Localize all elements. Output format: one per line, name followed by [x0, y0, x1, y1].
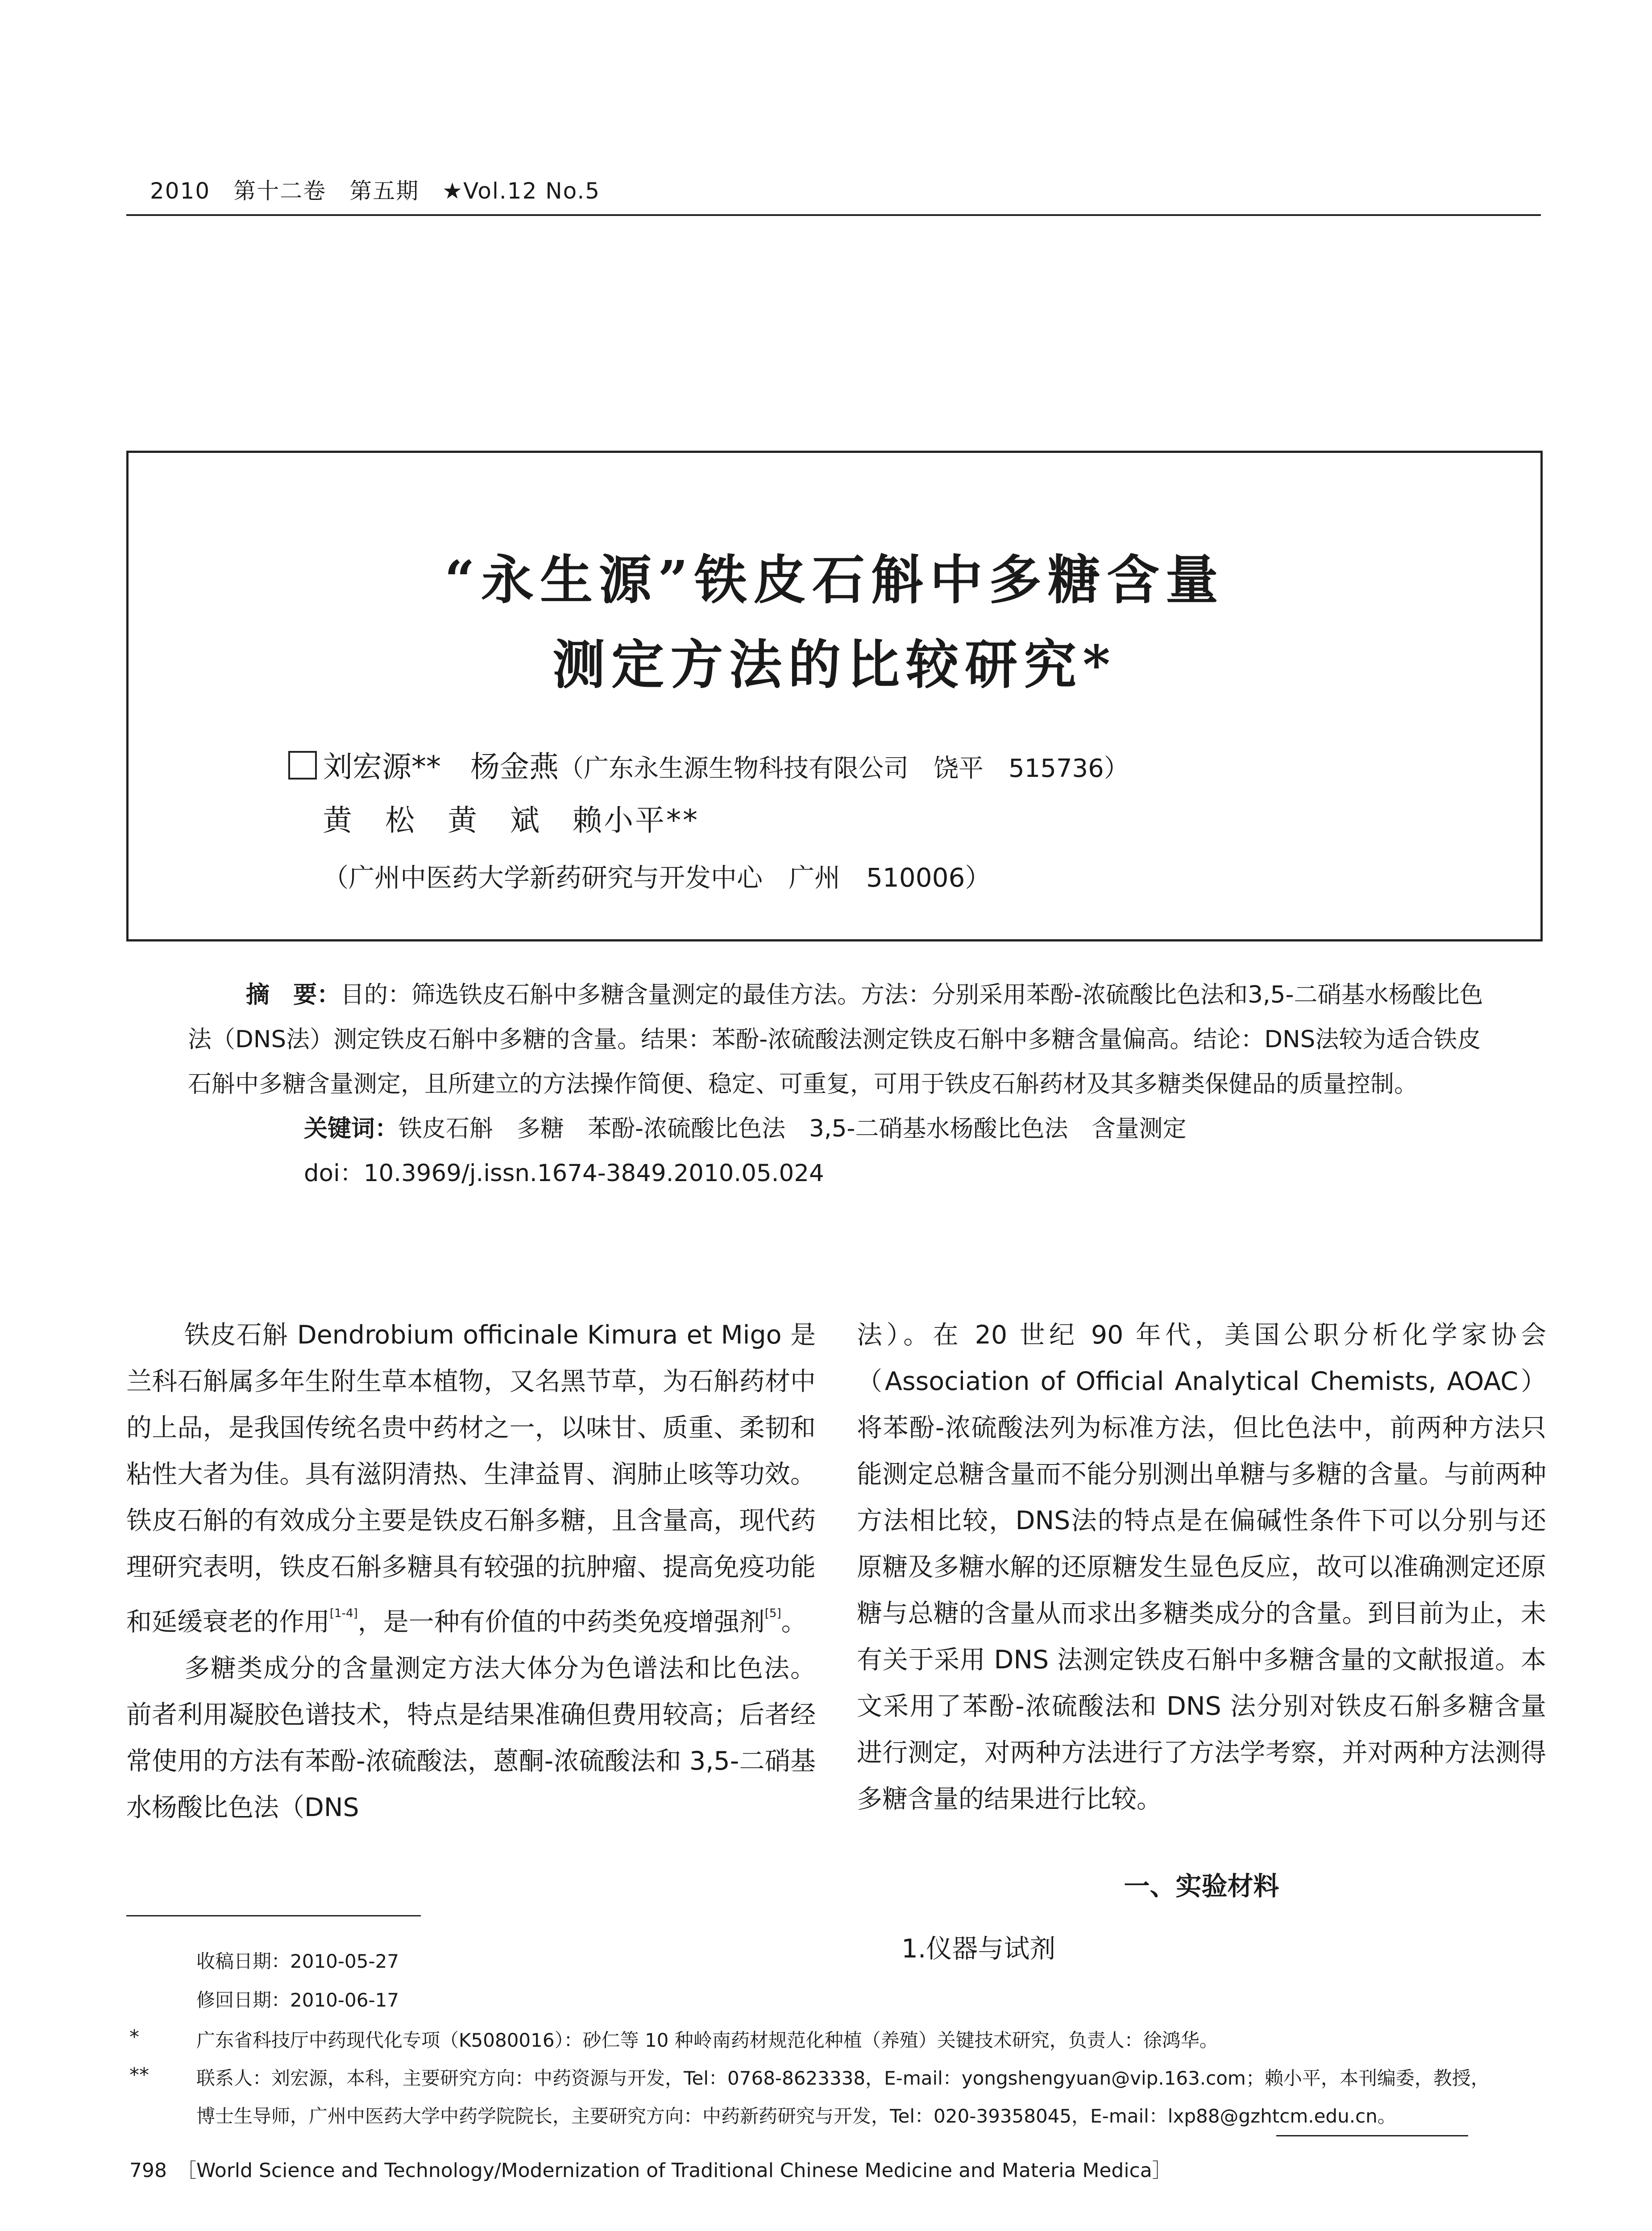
square-icon [288, 751, 317, 780]
keywords-text: 铁皮石斛 多糖 苯酚-浓硫酸比色法 3,5-二硝基水杨酸比色法 含量测定 [398, 1115, 1187, 1142]
running-header: 2010 第十二卷 第五期 ★Vol.12 No.5 [150, 178, 601, 204]
body-left-p2: 多糖类成分的含量测定方法大体分为色谱法和比色法。前者利用凝胶色谱技术，特点是结果准确但费用较高；后者经常使用的方法有苯酚-浓硫酸法，蒽酮-浓硫酸法和 3,5-二硝基水杨酸比色法（DNS [126, 1654, 816, 1822]
body-column-left [126, 1312, 816, 1831]
citation: [1-4] [330, 1607, 358, 1620]
footnote-fund: 广东省科技厅中药现代化专项（K5080016）：砂仁等 10 种岭南药材规范化种植（养殖）关键技术研究，负责人：徐鸿华。 [196, 2029, 1218, 2051]
header-rule [126, 214, 1541, 216]
footnote-rule [126, 1915, 421, 1916]
footnote-end-rule [1276, 2135, 1468, 2136]
article-title-line-1: “永生源”铁皮石斛中多糖含量 [444, 549, 1224, 611]
abstract-label: 摘 要： [246, 981, 340, 1008]
body-left-p1b: ，是一种有价值的中药类免疫增强剂 [357, 1607, 765, 1637]
section-heading: 一、实验材料 [1124, 1871, 1279, 1901]
keywords-label: 关键词： [304, 1115, 398, 1142]
author-names-1: 刘宏源** 杨金燕 [323, 750, 559, 784]
footnote-received: 收稿日期：2010-05-27 [196, 1950, 399, 1972]
footnote-revised: 修回日期：2010-06-17 [196, 1989, 399, 2011]
body-left-p1a: 铁皮石斛 Dendrobium officinale Kimura et Migo 是兰科石斛属多年生附生草本植物，又名黑节草，为石斛药材中的上品，是我国传统名贵中药材之一，以味甘、质重、柔韧和粘性大者为佳。具有滋阴清热、生津益胃、润肺止咳等功效。铁皮石斛的有效成分主要是铁皮石斛多糖，且含量高，现代药理研究表明，铁皮石斛多糖具有较强的抗肿瘤、提高免疫功能和延缓衰老的作用 [126, 1320, 816, 1637]
footnote-mark-contact: ** [129, 2064, 149, 2086]
abstract-text: 目的：筛选铁皮石斛中多糖含量测定的最佳方法。方法：分别采用苯酚-浓硫酸比色法和3,5-二硝基水杨酸比色法（DNS法）测定铁皮石斛中多糖的含量。结果：苯酚-浓硫酸法测定铁皮石斛中多糖含量偏高。结论：DNS法较为适合铁皮石斛中多糖含量测定，且所建立的方法操作简便、稳定、可重复，可用于铁皮石斛药材及其多糖类保健品的质量控制。 [188, 981, 1483, 1098]
footnote-contact-1: 联系人：刘宏源，本科，主要研究方向：中药资源与开发，Tel：0768-8623338，E-mail：yongshengyuan@vip.163.com；赖小平，本刊编委，教授， [196, 2067, 1490, 2089]
author-names-2: 黄 松 黄 斌 赖小平** [323, 803, 699, 838]
body-left-p1c: 。 [781, 1607, 807, 1637]
doi: doi：10.3969/j.issn.1674-3849.2010.05.024 [304, 1160, 824, 1187]
citation: [5] [764, 1607, 781, 1620]
body-right-p1: 法）。在 20 世纪 90 年代，美国公职分析化学家协会（Association of Official Analytical Chemists, AOAC）将苯酚-浓硫酸法列为标准方法，但比色法中，前两种方法只能测定总糖含量而不能分别测出单糖与多糖的含量。与前两种方法相比较，DNS法的特点是在偏碱性条件下可以分别与还原糖及多糖水解的还原糖发生显色反应，故可以准确测定还原糖与总糖的含量从而求出多糖类成分的含量。到目前为止，未有关于采用 DNS 法测定铁皮石斛中多糖含量的文献报道。本文采用了苯酚-浓硫酸法和 DNS 法分别对铁皮石斛多糖含量进行测定，对两种方法进行了方法学考察，并对两种方法测得多糖含量的结果进行比较。 [857, 1320, 1546, 1814]
author-affiliation-1: （广东永生源生物科技有限公司 饶平 515736） [559, 754, 1129, 783]
footnote-contact-2: 博士生导师，广州中医药大学中药学院院长，主要研究方向：中药新药研究与开发，Tel：020-39358045，E-mail：lxp88@gzhtcm.edu.cn。 [196, 2105, 1396, 2127]
abstract-block [188, 973, 1498, 1196]
body-column-right [857, 1312, 1546, 1822]
article-title-line-2: 测定方法的比较研究* [552, 634, 1117, 696]
title-box [126, 451, 1543, 941]
author-line-1 [288, 743, 1129, 785]
page-footer: 798 ［World Science and Technology/Modernization of Traditional Chinese Medicine and Materia Medica］ [129, 2159, 1172, 2182]
subsection-heading: 1.仪器与试剂 [901, 1933, 1056, 1964]
author-affiliation-2: （广州中医药大学新药研究与开发中心 广州 510006） [323, 863, 991, 893]
footnote-mark-fund: * [129, 2026, 139, 2049]
